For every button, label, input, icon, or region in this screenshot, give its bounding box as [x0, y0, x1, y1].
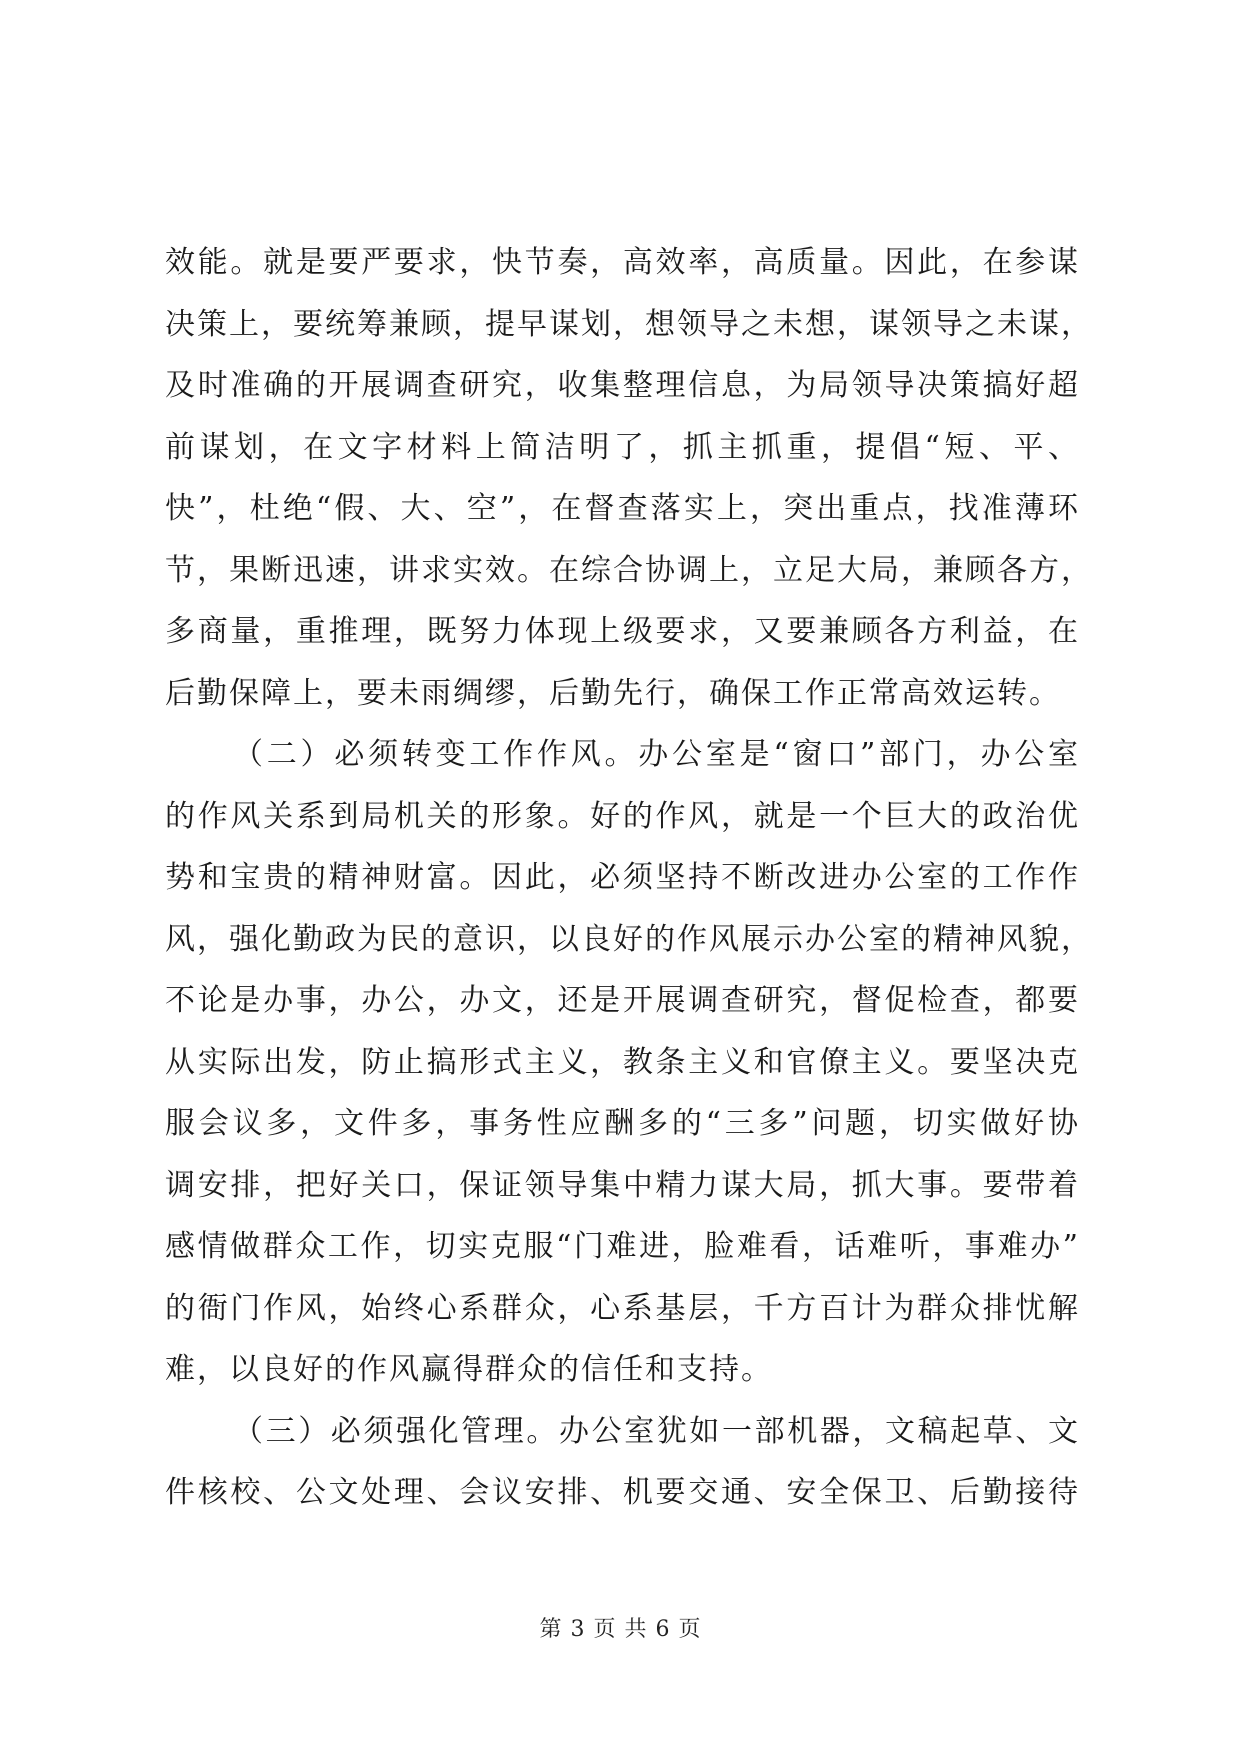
paragraph-2 — [165, 724, 1093, 1401]
text-line: 调安排，把好关口，保证领导集中精力谋大局，抓大事。要带着 — [165, 1167, 1080, 1203]
text-line: 风，强化勤政为民的意识，以良好的作风展示办公室的精神风貌， — [165, 921, 1093, 957]
text-line: 效能。就是要严要求，快节奏，高效率，高质量。因此，在参谋 — [165, 245, 1080, 280]
text-line: 势和宝贵的精神财富。因此，必须坚持不断改进办公室的工作作 — [165, 860, 1080, 895]
text-line: 多商量，重推理，既努力体现上级要求，又要兼顾各方利益，在 — [165, 614, 1080, 649]
text-line: 的作风关系到局机关的形象。好的作风，就是一个巨大的政治优 — [165, 798, 1080, 834]
text-line: 决策上，要统筹兼顾，提早谋划，想领导之未想，谋领导之未谋， — [165, 306, 1093, 342]
text-line: 快”，杜绝“假、大、空”，在督查落实上，突出重点，找准薄环 — [165, 491, 1080, 526]
body-text — [165, 232, 1093, 1524]
text-line: 从实际出发，防止搞形式主义，教条主义和官僚主义。要坚决克 — [165, 1044, 1080, 1080]
text-line: （二）必须转变工作作风。办公室是“窗口”部门，办公室 — [233, 737, 1080, 772]
text-line: 前谋划，在文字材料上简洁明了，抓主抓重，提倡“短、平、 — [165, 429, 1080, 465]
paragraph-3 — [165, 1401, 1080, 1524]
text-line: 件核校、公文处理、会议安排、机要交通、安全保卫、后勤接待 — [165, 1475, 1080, 1510]
text-line: 的衙门作风，始终心系群众，心系基层，千方百计为群众排忧解 — [165, 1290, 1080, 1326]
text-line: 不论是办事，办公，办文，还是开展调查研究，督促检查，都要 — [165, 983, 1080, 1018]
text-line: 感情做群众工作，切实克服“门难进，脸难看，话难听，事难办” — [165, 1229, 1080, 1264]
paragraph-1 — [165, 232, 1093, 724]
text-line: 服会议多，文件多，事务性应酬多的“三多”问题，切实做好协 — [165, 1106, 1080, 1141]
text-line: 及时准确的开展调查研究，收集整理信息，为局领导决策搞好超 — [165, 368, 1080, 403]
text-line: （三）必须强化管理。办公室犹如一部机器，文稿起草、文 — [233, 1413, 1080, 1449]
text-line: 节，果断迅速，讲求实效。在综合协调上，立足大局，兼顾各方， — [165, 552, 1093, 588]
text-line: 后勤保障上，要未雨绸缪，后勤先行，确保工作正常高效运转。 — [165, 675, 1061, 711]
page-number-footer: 第 3 页 共 6 页 — [539, 1617, 702, 1642]
text-line: 难，以良好的作风赢得群众的信任和支持。 — [165, 1352, 773, 1387]
